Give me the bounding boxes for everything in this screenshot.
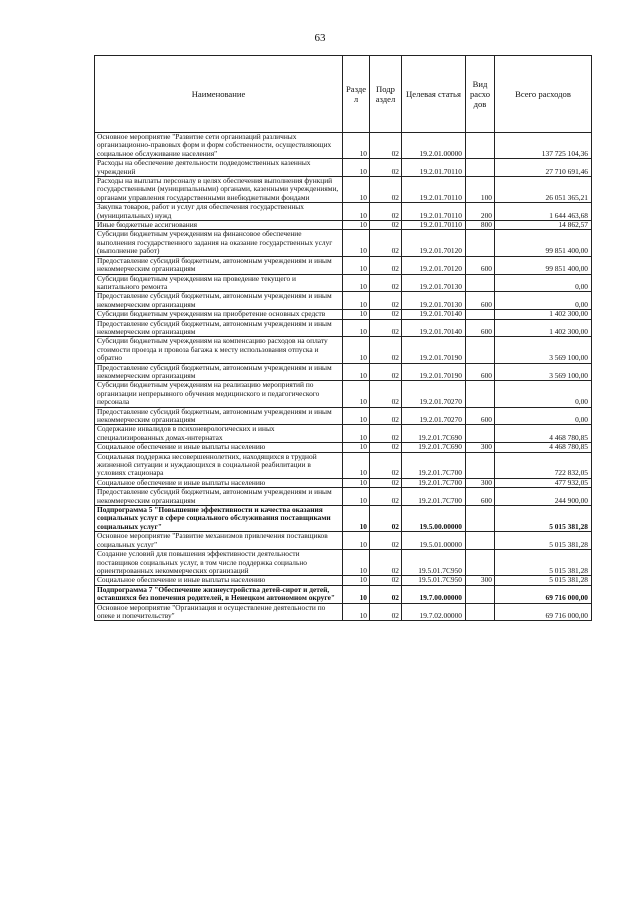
row-expense-type bbox=[466, 230, 495, 256]
row-total: 99 851 400,00 bbox=[495, 256, 592, 274]
row-expense-type: 600 bbox=[466, 292, 495, 310]
header-target-article: Целевая статья bbox=[402, 56, 466, 133]
row-total: 0,00 bbox=[495, 407, 592, 425]
row-target-article: 19.5.01.7С950 bbox=[402, 550, 466, 576]
row-total: 137 725 104,36 bbox=[495, 133, 592, 159]
row-total: 3 569 100,00 bbox=[495, 363, 592, 381]
row-name: Предоставление субсидий бюджетным, автономным учреждениям и иным некоммерческим организациям bbox=[95, 363, 343, 381]
table-row bbox=[95, 159, 592, 177]
row-expense-type bbox=[466, 452, 495, 478]
row-name: Социальная поддержка несовершеннолетних, находящихся в трудной жизненной ситуации и нуждающихся в социальной реабилитации в условиях стационара bbox=[95, 452, 343, 478]
row-total: 0,00 bbox=[495, 274, 592, 292]
row-expense-type bbox=[466, 506, 495, 532]
row-target-article: 19.2.01.70140 bbox=[402, 319, 466, 337]
row-total: 69 716 000,00 bbox=[495, 585, 592, 603]
row-subsection: 02 bbox=[370, 203, 402, 221]
row-expense-type bbox=[466, 274, 495, 292]
row-total: 4 468 780,85 bbox=[495, 425, 592, 443]
row-subsection: 02 bbox=[370, 381, 402, 407]
row-expense-type: 200 bbox=[466, 203, 495, 221]
row-section: 10 bbox=[343, 221, 370, 230]
row-subsection: 02 bbox=[370, 337, 402, 363]
row-target-article: 19.2.01.7С700 bbox=[402, 488, 466, 506]
row-expense-type bbox=[466, 133, 495, 159]
row-expense-type bbox=[466, 532, 495, 550]
budget-table bbox=[94, 55, 592, 621]
row-section: 10 bbox=[343, 407, 370, 425]
row-subsection: 02 bbox=[370, 443, 402, 452]
row-section: 10 bbox=[343, 363, 370, 381]
row-total: 5 015 381,28 bbox=[495, 506, 592, 532]
row-target-article: 19.2.01.70130 bbox=[402, 274, 466, 292]
row-expense-type: 300 bbox=[466, 576, 495, 585]
table-row bbox=[95, 203, 592, 221]
row-target-article: 19.2.01.70110 bbox=[402, 221, 466, 230]
row-section: 10 bbox=[343, 443, 370, 452]
row-name: Субсидии бюджетным учреждениям на реализацию мероприятий по организации непрерывного обучения медицинского и педагогического персонала bbox=[95, 381, 343, 407]
row-target-article: 19.5.01.7С950 bbox=[402, 576, 466, 585]
row-expense-type bbox=[466, 603, 495, 621]
row-total: 0,00 bbox=[495, 292, 592, 310]
row-section: 10 bbox=[343, 256, 370, 274]
row-name: Предоставление субсидий бюджетным, автономным учреждениям и иным некоммерческим организациям bbox=[95, 256, 343, 274]
table-row bbox=[95, 506, 592, 532]
table-row bbox=[95, 407, 592, 425]
row-section: 10 bbox=[343, 292, 370, 310]
row-target-article: 19.2.01.70110 bbox=[402, 159, 466, 177]
row-subsection: 02 bbox=[370, 230, 402, 256]
row-name: Социальное обеспечение и иные выплаты населению bbox=[95, 443, 343, 452]
row-section: 10 bbox=[343, 506, 370, 532]
row-total: 1 402 300,00 bbox=[495, 310, 592, 319]
row-name: Предоставление субсидий бюджетным, автономным учреждениям и иным некоммерческим организациям bbox=[95, 488, 343, 506]
row-name: Субсидии бюджетным учреждениям на финансовое обеспечение выполнения государственного задания на оказание государственных услуг (выполнение работ) bbox=[95, 230, 343, 256]
page-number: 63 bbox=[314, 32, 326, 44]
row-expense-type bbox=[466, 159, 495, 177]
row-target-article: 19.2.01.70140 bbox=[402, 310, 466, 319]
row-total: 99 851 400,00 bbox=[495, 230, 592, 256]
row-target-article: 19.2.01.7С700 bbox=[402, 452, 466, 478]
row-section: 10 bbox=[343, 159, 370, 177]
row-expense-type: 300 bbox=[466, 443, 495, 452]
row-subsection: 02 bbox=[370, 363, 402, 381]
row-total: 5 015 381,28 bbox=[495, 532, 592, 550]
row-name: Предоставление субсидий бюджетным, автономным учреждениям и иным некоммерческим организациям bbox=[95, 319, 343, 337]
row-total: 14 862,57 bbox=[495, 221, 592, 230]
row-total: 1 402 300,00 bbox=[495, 319, 592, 337]
row-total: 1 644 463,68 bbox=[495, 203, 592, 221]
row-subsection: 02 bbox=[370, 550, 402, 576]
row-subsection: 02 bbox=[370, 221, 402, 230]
row-subsection: 02 bbox=[370, 310, 402, 319]
table-row bbox=[95, 381, 592, 407]
table-row bbox=[95, 230, 592, 256]
row-name: Закупка товаров, работ и услуг для обеспечения государственных (муниципальных) нужд bbox=[95, 203, 343, 221]
table-row bbox=[95, 177, 592, 203]
row-expense-type: 300 bbox=[466, 478, 495, 487]
row-target-article: 19.2.01.70190 bbox=[402, 337, 466, 363]
row-subsection: 02 bbox=[370, 478, 402, 487]
row-section: 10 bbox=[343, 203, 370, 221]
row-subsection: 02 bbox=[370, 407, 402, 425]
row-section: 10 bbox=[343, 274, 370, 292]
row-name: Иные бюджетные ассигнования bbox=[95, 221, 343, 230]
row-section: 10 bbox=[343, 337, 370, 363]
row-subsection: 02 bbox=[370, 506, 402, 532]
table-header-row bbox=[95, 56, 592, 133]
row-subsection: 02 bbox=[370, 133, 402, 159]
row-expense-type: 600 bbox=[466, 363, 495, 381]
row-target-article: 19.2.01.70120 bbox=[402, 256, 466, 274]
row-expense-type: 100 bbox=[466, 177, 495, 203]
row-section: 10 bbox=[343, 603, 370, 621]
row-expense-type bbox=[466, 337, 495, 363]
row-section: 10 bbox=[343, 177, 370, 203]
row-section: 10 bbox=[343, 452, 370, 478]
row-subsection: 02 bbox=[370, 177, 402, 203]
table-row bbox=[95, 221, 592, 230]
row-target-article: 19.2.01.70110 bbox=[402, 203, 466, 221]
row-section: 10 bbox=[343, 319, 370, 337]
row-subsection: 02 bbox=[370, 585, 402, 603]
table-row bbox=[95, 319, 592, 337]
row-name: Основное мероприятие "Развитие механизмов привлечения поставщиков социальных услуг" bbox=[95, 532, 343, 550]
row-subsection: 02 bbox=[370, 425, 402, 443]
row-name: Расходы на выплаты персоналу в целях обеспечения выполнения функций государственными (муниципальными) органами, казенными учреждениями, органами управления государственными внебюджетными фондами bbox=[95, 177, 343, 203]
row-subsection: 02 bbox=[370, 603, 402, 621]
table-row bbox=[95, 274, 592, 292]
table-row bbox=[95, 425, 592, 443]
row-name: Предоставление субсидий бюджетным, автономным учреждениям и иным некоммерческим организациям bbox=[95, 292, 343, 310]
row-expense-type bbox=[466, 310, 495, 319]
row-section: 10 bbox=[343, 532, 370, 550]
row-name: Предоставление субсидий бюджетным, автономным учреждениям и иным некоммерческим организациям bbox=[95, 407, 343, 425]
table-row bbox=[95, 488, 592, 506]
row-section: 10 bbox=[343, 585, 370, 603]
row-name: Подпрограмма 7 "Обеспечение жизнеустройства детей-сирот и детей, оставшихся без попечения родителей, в Ненецком автономном округе" bbox=[95, 585, 343, 603]
table-row bbox=[95, 337, 592, 363]
row-target-article: 19.2.01.7С690 bbox=[402, 443, 466, 452]
row-section: 10 bbox=[343, 576, 370, 585]
header-subsection: Подр аздел bbox=[370, 56, 402, 133]
row-expense-type bbox=[466, 550, 495, 576]
table-row bbox=[95, 576, 592, 585]
row-total: 69 716 000,00 bbox=[495, 603, 592, 621]
row-target-article: 19.2.01.7С690 bbox=[402, 425, 466, 443]
row-section: 10 bbox=[343, 230, 370, 256]
row-total: 5 015 381,28 bbox=[495, 576, 592, 585]
header-expense-type: Вид расхо дов bbox=[466, 56, 495, 133]
table-row bbox=[95, 585, 592, 603]
header-name: Наименование bbox=[95, 56, 343, 133]
row-total: 4 468 780,85 bbox=[495, 443, 592, 452]
header-section: Разде л bbox=[343, 56, 370, 133]
row-target-article: 19.2.01.70130 bbox=[402, 292, 466, 310]
table-row bbox=[95, 550, 592, 576]
row-total: 477 932,05 bbox=[495, 478, 592, 487]
row-section: 10 bbox=[343, 381, 370, 407]
row-subsection: 02 bbox=[370, 452, 402, 478]
row-subsection: 02 bbox=[370, 532, 402, 550]
table-row bbox=[95, 133, 592, 159]
row-target-article: 19.2.01.70270 bbox=[402, 407, 466, 425]
table-row bbox=[95, 363, 592, 381]
row-expense-type: 600 bbox=[466, 407, 495, 425]
row-subsection: 02 bbox=[370, 159, 402, 177]
row-section: 10 bbox=[343, 310, 370, 319]
row-name: Основное мероприятие "Развитие сети организаций различных организационно-правовых форм и форм собственности, осуществляющих социальное обслуживание населения" bbox=[95, 133, 343, 159]
table-row bbox=[95, 532, 592, 550]
row-section: 10 bbox=[343, 133, 370, 159]
row-total: 0,00 bbox=[495, 381, 592, 407]
row-target-article: 19.2.01.70120 bbox=[402, 230, 466, 256]
row-target-article: 19.7.02.00000 bbox=[402, 603, 466, 621]
row-target-article: 19.2.01.7С700 bbox=[402, 478, 466, 487]
row-section: 10 bbox=[343, 488, 370, 506]
row-target-article: 19.2.01.70190 bbox=[402, 363, 466, 381]
row-expense-type bbox=[466, 425, 495, 443]
row-subsection: 02 bbox=[370, 576, 402, 585]
row-section: 10 bbox=[343, 425, 370, 443]
row-name: Содержание инвалидов в психоневрологических и иных специализированных домах-интернатах bbox=[95, 425, 343, 443]
row-expense-type bbox=[466, 381, 495, 407]
row-expense-type: 600 bbox=[466, 319, 495, 337]
row-subsection: 02 bbox=[370, 256, 402, 274]
row-subsection: 02 bbox=[370, 274, 402, 292]
table-row bbox=[95, 310, 592, 319]
row-total: 3 569 100,00 bbox=[495, 337, 592, 363]
row-subsection: 02 bbox=[370, 319, 402, 337]
row-expense-type: 600 bbox=[466, 256, 495, 274]
row-name: Расходы на обеспечение деятельности подведомственных казенных учреждений bbox=[95, 159, 343, 177]
row-target-article: 19.5.00.00000 bbox=[402, 506, 466, 532]
table-row bbox=[95, 452, 592, 478]
row-expense-type: 800 bbox=[466, 221, 495, 230]
header-total: Всего расходов bbox=[495, 56, 592, 133]
row-expense-type: 600 bbox=[466, 488, 495, 506]
row-target-article: 19.2.01.70110 bbox=[402, 177, 466, 203]
row-target-article: 19.2.01.70270 bbox=[402, 381, 466, 407]
row-name: Субсидии бюджетным учреждениям на приобретение основных средств bbox=[95, 310, 343, 319]
row-target-article: 19.2.01.00000 bbox=[402, 133, 466, 159]
row-name: Создание условий для повышения эффективности деятельности поставщиков социальных услуг, в том числе поддержка социально ориентированных некоммерческих организаций bbox=[95, 550, 343, 576]
row-name: Основное мероприятие "Организация и осуществление деятельности по опеке и попечительству" bbox=[95, 603, 343, 621]
row-expense-type bbox=[466, 585, 495, 603]
table-row bbox=[95, 292, 592, 310]
row-section: 10 bbox=[343, 550, 370, 576]
table-row bbox=[95, 603, 592, 621]
row-name: Социальное обеспечение и иные выплаты населению bbox=[95, 576, 343, 585]
row-total: 244 900,00 bbox=[495, 488, 592, 506]
row-total: 27 710 691,46 bbox=[495, 159, 592, 177]
table-row bbox=[95, 478, 592, 487]
row-total: 722 832,05 bbox=[495, 452, 592, 478]
row-subsection: 02 bbox=[370, 488, 402, 506]
row-name: Социальное обеспечение и иные выплаты населению bbox=[95, 478, 343, 487]
row-name: Субсидии бюджетным учреждениям на компенсацию расходов на оплату стоимости проезда и провоза багажа к месту использования отпуска и обратно bbox=[95, 337, 343, 363]
row-section: 10 bbox=[343, 478, 370, 487]
row-target-article: 19.7.00.00000 bbox=[402, 585, 466, 603]
row-total: 26 051 365,21 bbox=[495, 177, 592, 203]
row-target-article: 19.5.01.00000 bbox=[402, 532, 466, 550]
row-subsection: 02 bbox=[370, 292, 402, 310]
table-row bbox=[95, 256, 592, 274]
row-total: 5 015 381,28 bbox=[495, 550, 592, 576]
row-name: Субсидии бюджетным учреждениям на проведение текущего и капитального ремонта bbox=[95, 274, 343, 292]
row-name: Подпрограмма 5 "Повышение эффективности и качества оказания социальных услуг в сфере социального обслуживания поставщиками социальных услуг" bbox=[95, 506, 343, 532]
table-row bbox=[95, 443, 592, 452]
